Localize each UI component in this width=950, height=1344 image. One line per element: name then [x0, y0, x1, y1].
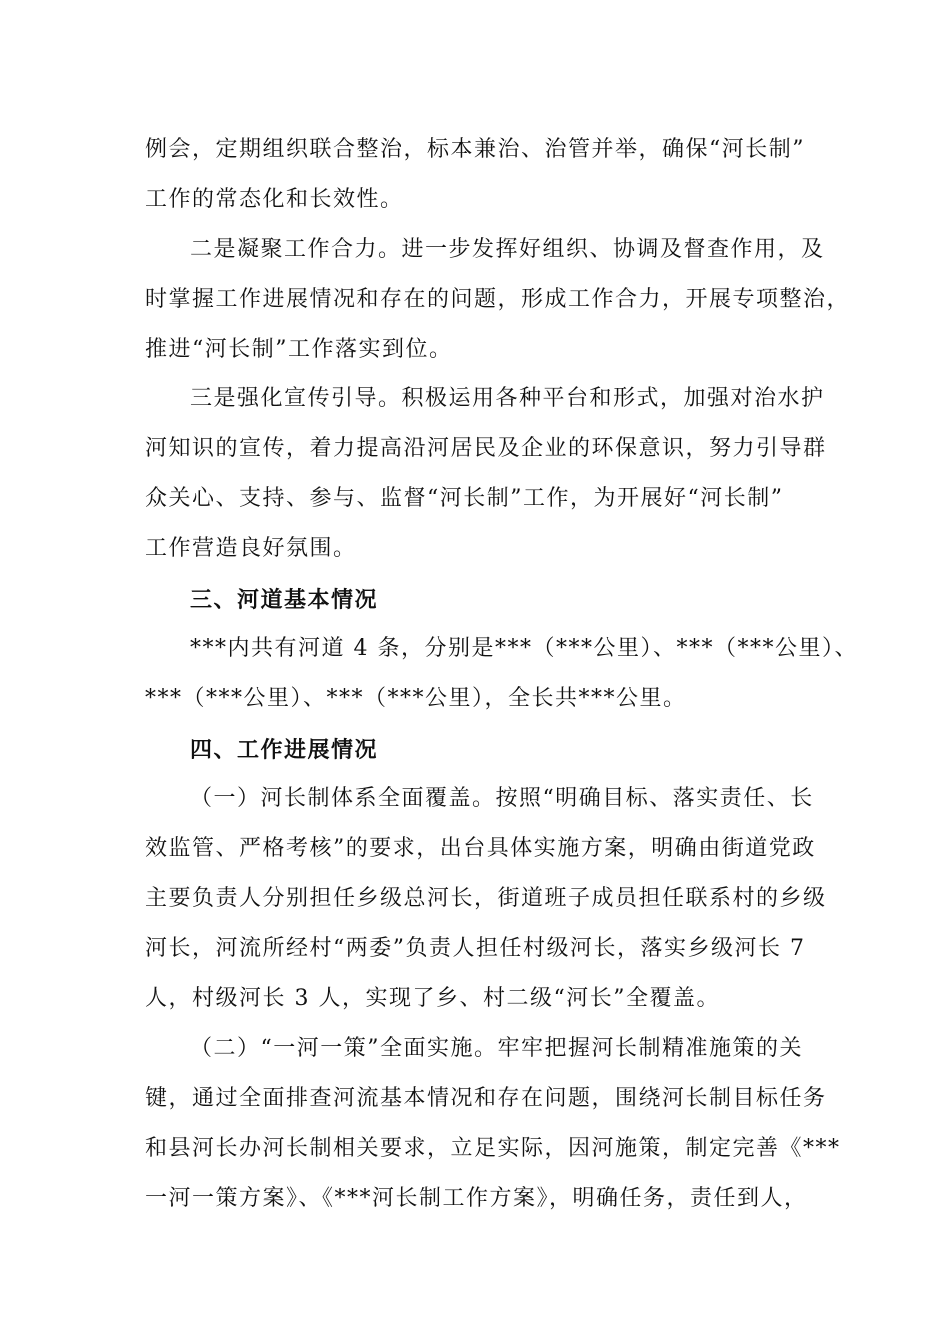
paragraph-first-line: 三是强化宣传引导。积极运用各种平台和形式，加强对治水护: [190, 386, 825, 411]
text-line: 时掌握工作进展情况和存在的问题，形成工作合力，开展专项整治，: [145, 287, 851, 312]
text-line: 效监管、严格考核”的要求，出台具体实施方案，明确由街道党政: [145, 836, 816, 861]
text-line: 众关心、支持、参与、监督“河长制”工作，为开展好“河长制”: [145, 486, 784, 511]
paragraph-first-line: （一）河长制体系全面覆盖。按照“明确目标、落实责任、长: [190, 786, 814, 811]
text-line: 工作的常态化和长效性。: [145, 187, 404, 212]
text-line: 例会，定期组织联合整治，标本兼治、治管并举，确保“河长制”: [145, 137, 805, 162]
text-line: 河知识的宣传，着力提高沿河居民及企业的环保意识，努力引导群: [145, 436, 827, 461]
text-line: 主要负责人分别担任乡级总河长，街道班子成员担任联系村的乡级: [145, 886, 827, 911]
section-heading: 四、工作进展情况: [190, 737, 379, 763]
text-line: 和县河长办河长制相关要求，立足实际，因河施策，制定完善《***: [145, 1136, 841, 1161]
text-line: ***（***公里）、***（***公里），全长共***公里。: [145, 686, 687, 711]
text-line: 推进“河长制”工作落实到位。: [145, 337, 453, 362]
text-line: 河长，河流所经村“两委”负责人担任村级河长，落实乡级河长 7: [145, 936, 806, 961]
text-line: 键，通过全面排查河流基本情况和存在问题，围绕河长制目标任务: [145, 1086, 827, 1111]
paragraph-first-line: （二）“一河一策”全面实施。牢牢把握河长制精准施策的关: [190, 1036, 803, 1061]
section-heading: 三、河道基本情况: [190, 587, 379, 613]
text-line: 工作营造良好氛围。: [145, 536, 357, 561]
paragraph-first-line: ***内共有河道 4 条，分别是***（***公里）、***（***公里）、: [190, 636, 858, 661]
text-line: 一河一策方案》、《***河长制工作方案》，明确任务，责任到人，: [145, 1186, 808, 1211]
paragraph-first-line: 二是凝聚工作合力。进一步发挥好组织、协调及督查作用，及: [190, 237, 825, 262]
text-line: 人，村级河长 3 人，实现了乡、村二级“河长”全覆盖。: [145, 986, 720, 1011]
